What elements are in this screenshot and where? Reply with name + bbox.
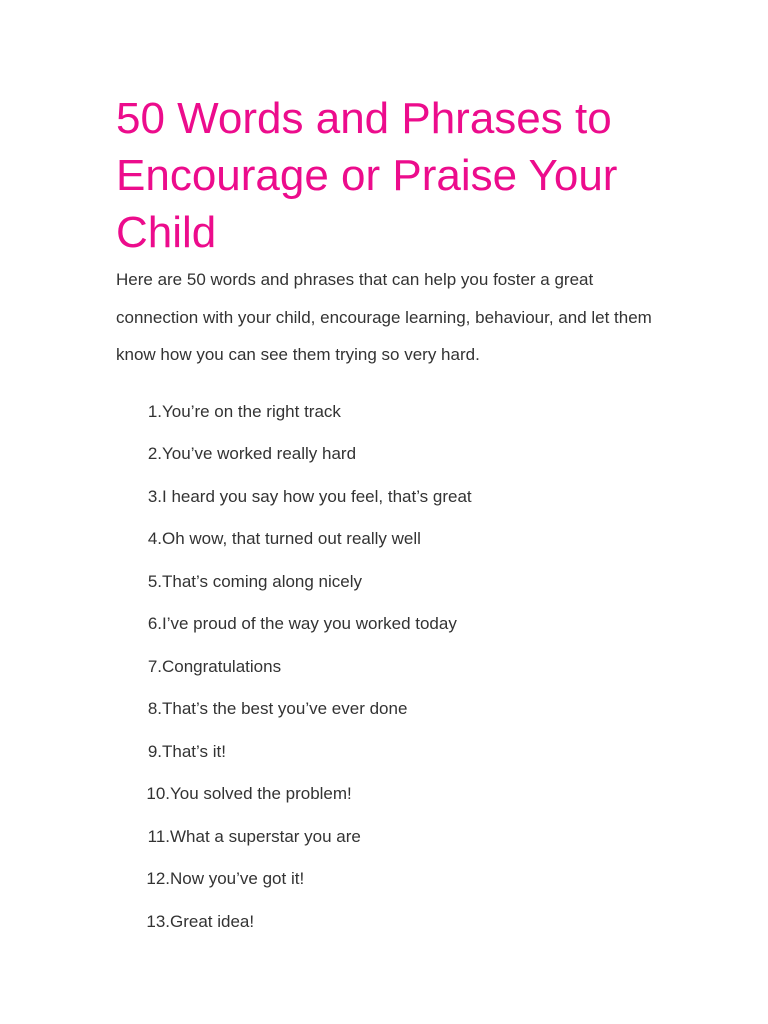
list-item-text: Congratulations	[162, 656, 282, 676]
list-item	[116, 858, 656, 901]
list-item-number: 5.	[147, 571, 162, 591]
list-item-number: 13.	[146, 911, 170, 931]
list-item-text: Now you’ve got it!	[170, 869, 305, 888]
list-item-text: That’s it!	[162, 741, 226, 761]
list-item-number: 2.	[147, 444, 162, 463]
list-item-text: Oh wow, that turned out really well	[162, 529, 421, 548]
list-item-number: 3.	[147, 486, 162, 506]
list-item	[116, 901, 656, 944]
document-title: 50 Words and Phrases to Encourage or Praise Your Child	[116, 94, 618, 257]
list-item-text: What a superstar you are	[170, 826, 361, 846]
list-item-number: 6.	[147, 614, 162, 633]
list-item	[116, 391, 656, 434]
list-item-number: 11.	[147, 826, 170, 846]
list-item	[116, 433, 656, 476]
list-item	[116, 518, 656, 561]
list-item	[116, 773, 656, 816]
list-item-number: 10.	[146, 784, 170, 803]
list-item	[116, 816, 656, 859]
list-item	[116, 646, 656, 689]
list-item	[116, 688, 656, 731]
list-item-number: 9.	[147, 741, 162, 761]
list-item-number: 12.	[146, 869, 170, 888]
list-item-text: That’s the best you’ve ever done	[162, 699, 408, 718]
list-item-text: You’ve worked really hard	[162, 444, 357, 463]
list-item-text: I heard you say how you feel, that’s great	[162, 486, 472, 506]
list-item	[116, 603, 656, 646]
list-item	[116, 731, 656, 774]
list-item	[116, 561, 656, 604]
list-item	[116, 476, 656, 519]
list-item-number: 4.	[147, 529, 162, 548]
list-item-text: You’re on the right track	[162, 401, 341, 421]
document-page	[116, 90, 656, 943]
list-item-number: 1.	[147, 401, 162, 421]
list-item-text: Great idea!	[170, 911, 255, 931]
list-item-text: I’ve proud of the way you worked today	[162, 614, 457, 633]
phrase-list	[116, 391, 656, 944]
intro-paragraph: Here are 50 words and phrases that can help you foster a great connection with your child, encourage learning, behaviour, and let them know how you can see them trying so very hard.	[116, 270, 652, 364]
list-item-text: That’s coming along nicely	[162, 571, 363, 591]
list-item-text: You solved the problem!	[170, 784, 352, 803]
list-item-number: 8.	[147, 699, 162, 718]
list-item-number: 7.	[147, 656, 162, 676]
